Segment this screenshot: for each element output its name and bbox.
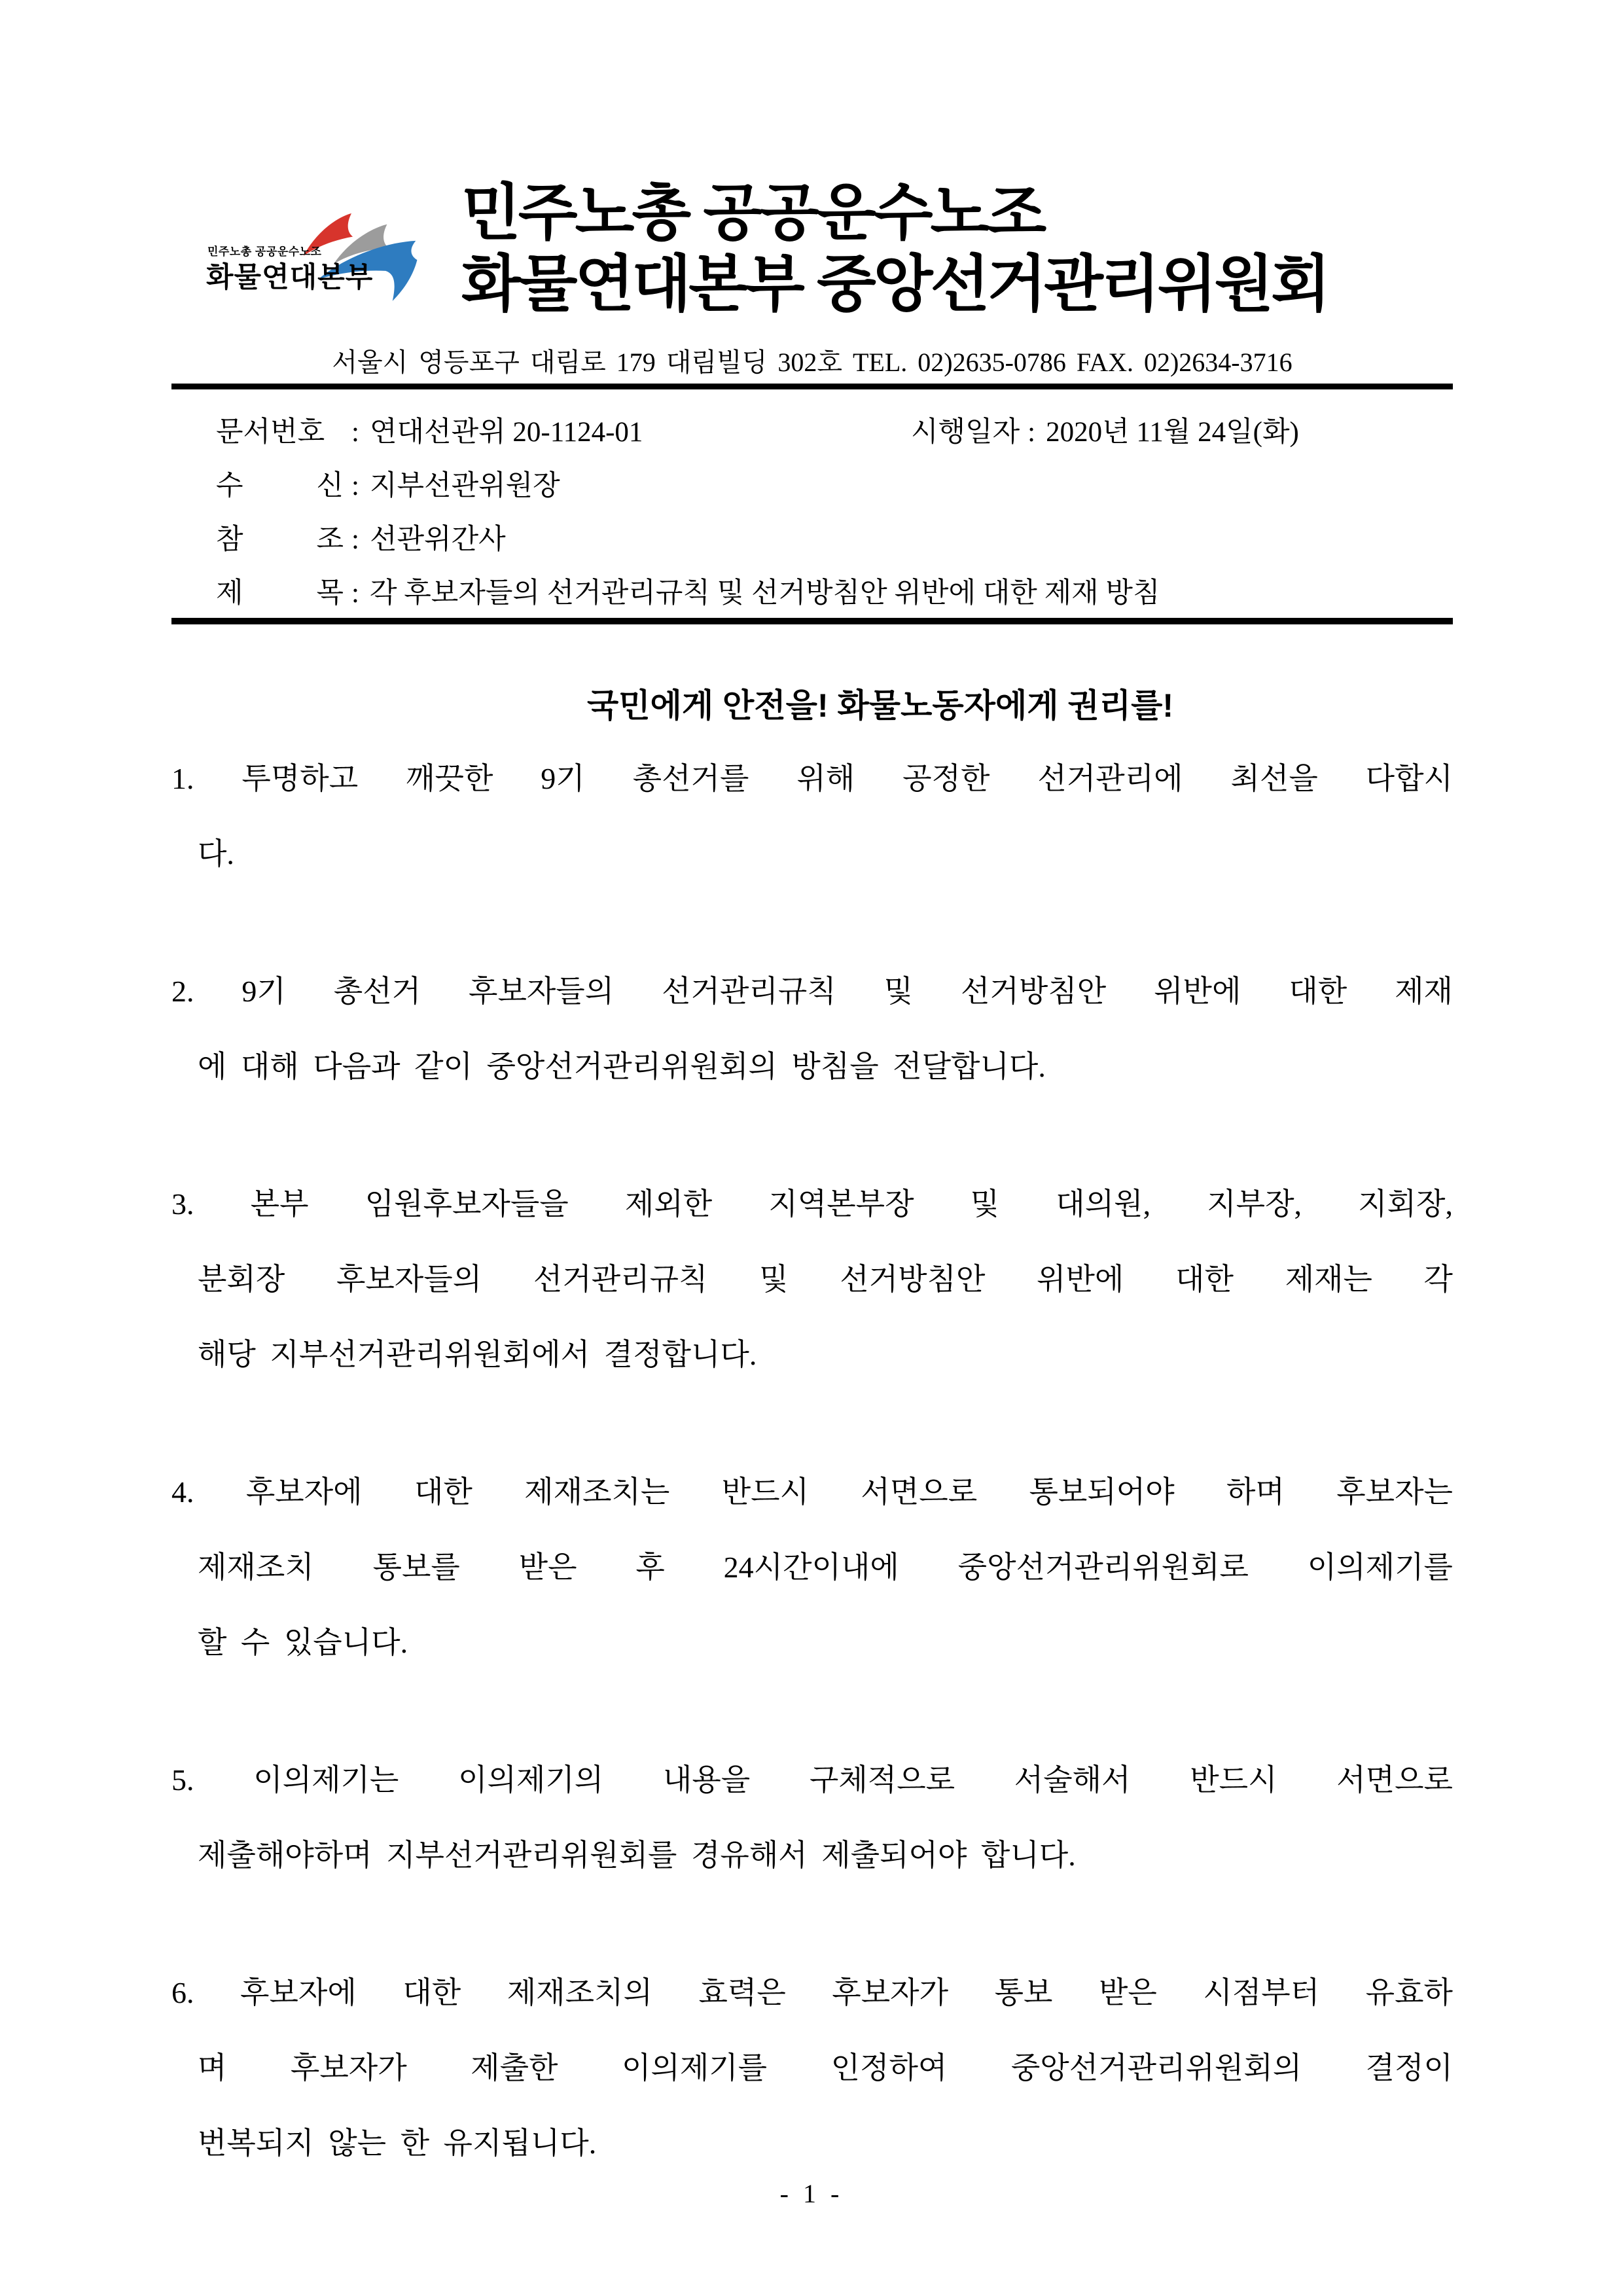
paragraph-line: 6. 후보자에 대한 제재조치의 효력은 후보자가 통보 받은 시점부터 유효하 [171,1976,1453,2009]
subject-label: 제 목 [216,578,344,609]
paragraph-line: 제출해야하며 지부선거관리위원회를 경유해서 제출되어야 합니다. [198,1839,1076,1872]
cc-row [216,513,1453,567]
paragraph-line: 해당 지부선거관리위원회에서 결정합니다. [198,1338,757,1371]
paragraph-6 [171,1955,1453,2181]
separator: : [351,578,359,609]
doc-number-value: 연대선관위 20-1124-01 [369,417,643,448]
divider-top [171,384,1453,389]
doc-info [216,406,1453,620]
paragraph-line: 에 대해 다음과 같이 중앙선거관리위원회의 방침을 전달합니다. [198,1050,1046,1083]
paragraph-line: 다. [198,837,234,870]
paragraph-line: 5. 이의제기는 이의제기의 내용을 구체적으로 서술해서 반드시 서면으로 [171,1763,1453,1797]
separator: : [351,524,359,555]
paragraph-line: 번복되지 않는 한 유지됩니다. [198,2126,597,2160]
paragraph-2 [171,954,1453,1104]
doc-date-value: 2020년 11월 24일(화) [1046,417,1299,448]
org-address: 서울시 영등포구 대림로 179 대림빌딩 302호 TEL. 02)2635-0786 FAX. 02)2634-3716 [332,348,1293,377]
separator: : [1027,417,1036,448]
paragraph-3 [171,1166,1453,1392]
doc-date-label: 시행일자 [911,417,1020,448]
page-number: - 1 - [779,2179,844,2208]
paragraph-line: 3. 본부 임원후보자들을 제외한 지역본부장 및 대의원, 지부장, 지회장, [171,1187,1453,1221]
org-logo [200,216,461,308]
paragraph-line: 4. 후보자에 대한 제재조치는 반드시 서면으로 통보되어야 하며 후보자는 [171,1475,1453,1509]
org-title-line2: 화물연대본부 중앙선거관리위원회 [461,249,1329,319]
subject-value: 각 후보자들의 선거관리규칙 및 선거방침안 위반에 대한 제재 방침 [369,578,1160,609]
doc-number-row [216,406,1453,459]
org-title-line1: 민주노총 공공운수노조 [461,178,1044,247]
recipient-row [216,459,1453,513]
cc-value: 선관위간사 [369,524,506,555]
logo-small-text: 민주노총 공공운수노조 [207,245,322,258]
doc-date [911,406,1299,459]
paragraph-4 [171,1454,1453,1680]
paragraph-line: 분회장 후보자들의 선거관리규칙 및 선거방침안 위반에 대한 제재는 각 [198,1263,1453,1296]
paragraph-line: 1. 투명하고 깨끗한 9기 총선거를 위해 공정한 선거관리에 최선을 다합시 [171,762,1453,795]
separator: : [351,417,359,448]
org-title [461,177,1328,319]
paragraph-1 [171,741,1453,891]
slogan: 국민에게 안전을! 화물노동자에게 권리를! [586,687,1174,724]
subject-row [216,567,1453,620]
paragraph-line: 2. 9기 총선거 후보자들의 선거관리규칙 및 선거방침안 위반에 대한 제재 [171,975,1453,1008]
paragraph-line: 며 후보자가 제출한 이의제기를 인정하여 중앙선거관리위원회의 결정이 [198,2051,1453,2085]
paragraph-line: 제재조치 통보를 받은 후 24시간이내에 중앙선거관리위원회로 이의제기를 [198,1551,1453,1584]
cc-label: 참 조 [216,524,344,555]
logo-large-text: 화물연대본부 [206,262,374,293]
recipient-label: 수 신 [216,471,344,501]
recipient-value: 지부선관위원장 [369,471,560,501]
divider-bottom [171,618,1453,624]
paragraph-line: 할 수 있습니다. [198,1626,408,1659]
doc-number-label: 문서번호 [216,417,325,448]
separator: : [351,471,359,501]
document-body [171,741,1453,2243]
paragraph-5 [171,1742,1453,1893]
